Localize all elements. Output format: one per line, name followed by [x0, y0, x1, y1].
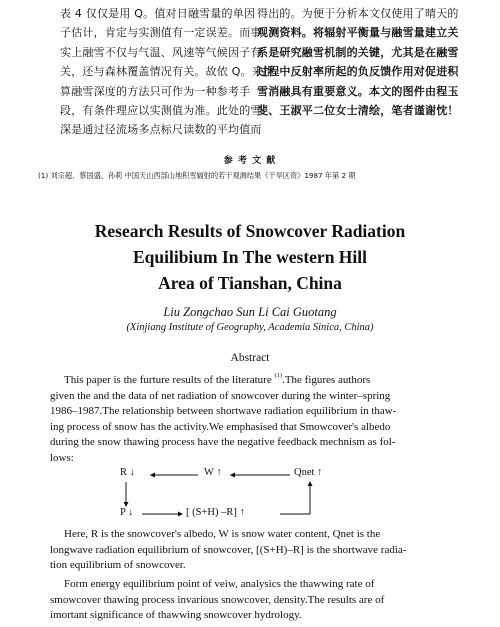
- abstract-line: Form energy equilibrium point of veiw, analysics the thawwing rate of: [64, 578, 375, 590]
- chinese-right-column: [257, 4, 459, 140]
- diagram-node-bracket: [ (S+H) –R] ↑: [186, 507, 245, 518]
- abstract-line: lows:: [50, 451, 74, 464]
- chinese-line: 斐、王淑平二位女士清绘，笔者谨谢忱！: [257, 104, 459, 118]
- abstract-paragraph-3: [50, 577, 460, 624]
- reference-item: (1) 刘宗超、蔡国盛、孙莉 中国天山西部山地积雪辐射的若干观测结果《干旱区资》1987 年第 2 期: [38, 171, 356, 180]
- chinese-line: 系是研究融雪机制的关键，尤其是在融雪: [257, 45, 459, 59]
- abstract-line: smowcover thawing process invarious snowcover, density.The results are of: [50, 593, 385, 606]
- diagram-node-p: P ↓: [120, 507, 134, 518]
- abstract-line: imortant significance of thawwing snowcover hydrology.: [50, 609, 302, 622]
- chinese-line: 雪消融具有重要意义。本文的图件由程玉: [257, 84, 459, 98]
- feedback-diagram: [120, 464, 350, 526]
- title-line: Area of Tianshan, China: [158, 273, 342, 293]
- chinese-line: 子估计，肯定与实测值有一定误差。而事: [60, 26, 262, 40]
- chinese-line: 段，有条件理应以实测值为准。此处的雪: [60, 104, 262, 118]
- abstract-paragraph-2: [50, 527, 460, 574]
- paper-title: [0, 218, 500, 296]
- chinese-line: 算融雪深度的方法只可作为一种参考手: [60, 84, 251, 98]
- chinese-line: 观测资料。将辐射平衡量与融雪量建立关: [257, 26, 459, 40]
- abstract-line: given the and the data of net radiation of snowcover during the winter–spring: [50, 389, 391, 402]
- diagram-node-w: W ↑: [204, 467, 222, 478]
- abstract-line: Here, R is the snowcover's albedo, W is snow water content, Qnet is the: [64, 528, 381, 540]
- title-line: Equilibium In The western Hill: [132, 247, 368, 267]
- abstract-line: during the snow thawing process have the negative feedback mechnism as fol-: [50, 436, 396, 449]
- abstract-text: This paper is the furture results of the literature: [64, 374, 275, 386]
- chinese-line: 关，还与森林覆盖情况有关。故依 Q。来推: [60, 65, 275, 79]
- diagram-node-qnet: Qnet ↑: [294, 467, 323, 478]
- abstract-line: 1986–1987.The relationship between shortwave radiation equilibrium in thaw-: [50, 405, 397, 418]
- chinese-line: 得出的。为便于分析本文仅使用了晴天的: [257, 7, 459, 20]
- chinese-body-text: [60, 4, 459, 140]
- abstract-line: ing process of snow has the activity.We emphasised that Smowcover's albedo: [50, 420, 391, 433]
- abstract-text: .The figures authors: [282, 374, 371, 386]
- chinese-line: 深是通过径流场多点标尺读数的平均值而: [60, 123, 262, 137]
- abstract-line: longwave radiation equilibrium of snowcover, [(S+H)–R] is the shortwave radia-: [50, 543, 407, 556]
- diagram-node-r: R ↓: [120, 467, 135, 478]
- chinese-line: 实上融雪不仅与气温、风速等气候因子有: [60, 45, 262, 59]
- chinese-line: 表 4 仅仅是用 Q。值对日融雪量的单因: [60, 7, 256, 20]
- abstract-line: [50, 368, 460, 389]
- abstract-paragraph-1: [50, 368, 460, 467]
- author-affiliation: (Xinjiang Institute of Geography, Academia Sinica, China): [126, 322, 374, 333]
- chinese-left-column: [60, 4, 275, 140]
- abstract-line: tion equilibrium of snowcover.: [50, 559, 186, 572]
- citation-marker: (1): [274, 372, 283, 379]
- author-list: Liu Zongchao Sun Li Cai Guotang: [163, 305, 337, 319]
- title-line: Research Results of Snowcover Radiation: [94, 221, 406, 241]
- chinese-line: 过程中反射率所起的负反馈作用对促进积: [257, 65, 459, 79]
- abstract-heading: Abstract: [230, 352, 270, 364]
- references-heading: 参 考 文 献: [223, 156, 277, 166]
